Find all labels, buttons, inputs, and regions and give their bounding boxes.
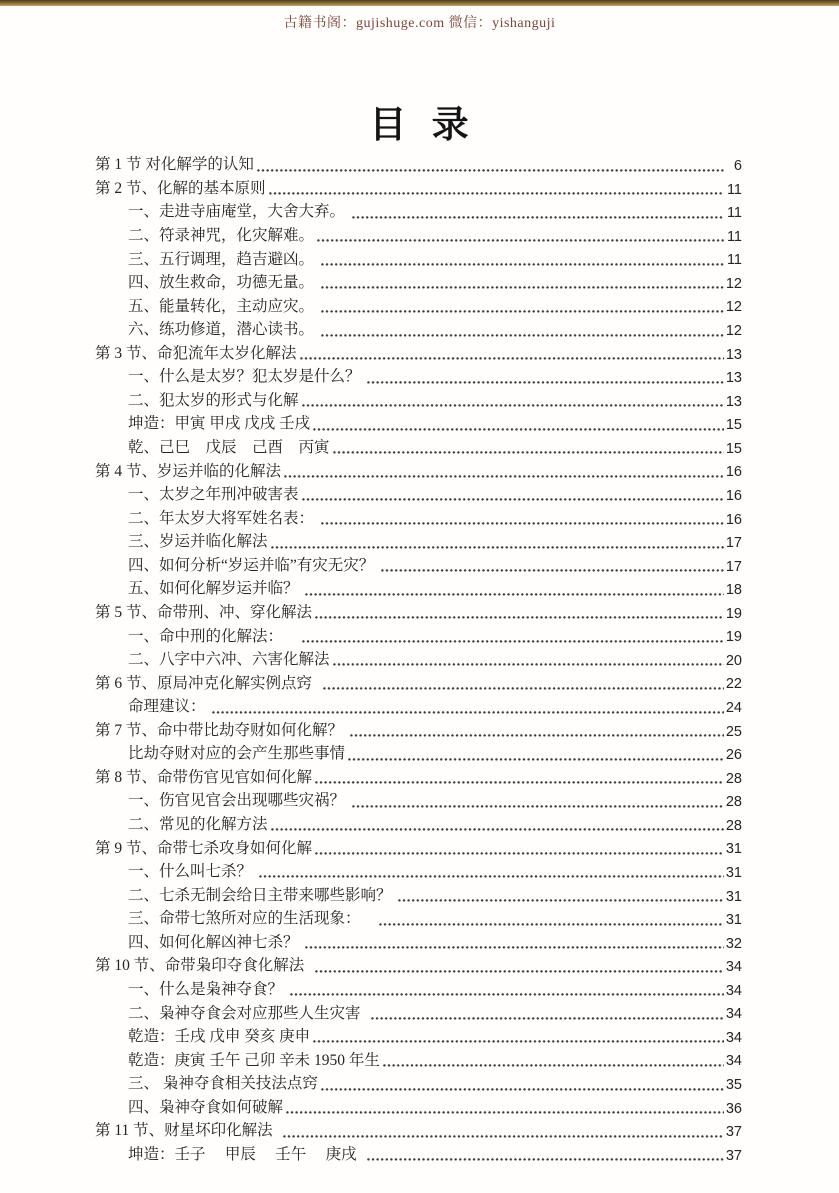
- toc-entry[interactable]: [95, 625, 742, 649]
- dot-leader: [379, 923, 724, 926]
- toc-entry-page: 6: [733, 158, 742, 175]
- toc-entry-page: 13: [725, 346, 742, 363]
- toc-entry-page: 31: [725, 888, 742, 905]
- toc-entry[interactable]: [95, 201, 742, 225]
- toc-entry-page: 19: [725, 629, 742, 646]
- dot-leader: [315, 970, 724, 973]
- toc-entry[interactable]: [95, 861, 742, 885]
- toc-entry[interactable]: [95, 790, 742, 814]
- dot-leader: [333, 663, 724, 666]
- dot-leader: [302, 404, 724, 407]
- toc-entry-label: 三、五行调理，趋吉避凶。: [128, 250, 318, 268]
- toc-entry-page: 31: [725, 912, 742, 929]
- toc-entry-label: 比劫夺财对应的会产生那些事情: [128, 745, 346, 763]
- toc-entry-label: 第 8 节、命带伤官见官如何化解: [95, 768, 313, 786]
- toc-entry-label: 第 5 节、命带刑、冲、穿化解法: [95, 603, 313, 621]
- toc-entry-page: 16: [725, 464, 742, 481]
- dot-leader: [313, 428, 724, 431]
- toc-entry-page: 36: [725, 1100, 742, 1117]
- toc-entry[interactable]: [95, 437, 742, 461]
- toc-entry[interactable]: [95, 1073, 742, 1097]
- toc-entry[interactable]: [95, 295, 742, 319]
- dot-leader: [371, 1017, 724, 1020]
- page-title: 目 录: [369, 105, 470, 146]
- toc-entry[interactable]: [95, 1002, 742, 1026]
- dot-leader: [315, 616, 724, 619]
- toc-entry-page: 20: [725, 652, 742, 669]
- toc-entry-label: 第 7 节、命中带比劫夺财如何化解？: [95, 721, 347, 739]
- dot-leader: [300, 357, 724, 360]
- toc-entry[interactable]: [95, 555, 742, 579]
- toc-entry-label: 第 10 节、命带枭印夺食化解法: [95, 957, 313, 975]
- dot-leader: [305, 946, 723, 949]
- toc-list: [95, 154, 742, 1167]
- toc-entry[interactable]: [95, 602, 742, 626]
- toc-entry-label: 四、如何分析“岁运并临”有灾无灾？: [128, 556, 379, 574]
- toc-entry-page: 11: [726, 228, 742, 245]
- toc-entry-page: 35: [725, 1077, 742, 1093]
- dot-leader: [302, 640, 724, 643]
- toc-entry[interactable]: [95, 225, 742, 249]
- toc-entry[interactable]: [95, 1120, 742, 1144]
- toc-entry[interactable]: [95, 413, 742, 437]
- toc-entry[interactable]: [95, 696, 742, 720]
- dot-leader: [259, 875, 724, 878]
- dot-leader: [271, 828, 724, 831]
- toc-entry[interactable]: [95, 837, 742, 861]
- dot-leader: [367, 381, 723, 384]
- toc-entry-page: 32: [725, 935, 742, 952]
- toc-entry-label: 一、走进寺庙庵堂，大舍大弃。: [128, 203, 349, 221]
- site-header-text: 古籍书阁：gujishuge.com 微信：yishanguji: [283, 16, 556, 31]
- toc-entry-label: 二、犯太岁的形式与化解: [128, 391, 299, 409]
- toc-entry[interactable]: [95, 366, 742, 390]
- toc-entry[interactable]: [95, 272, 742, 296]
- toc-entry-label: 二、七杀无制会给日主带来哪些影响？: [128, 886, 396, 904]
- toc-entry-page: 12: [725, 299, 742, 316]
- dot-leader: [352, 216, 724, 219]
- toc-entry-page: 11: [726, 252, 742, 269]
- toc-entry-label: 第 3 节、命犯流年太岁化解法: [95, 344, 297, 362]
- dot-leader: [321, 286, 724, 289]
- toc-entry-page: 15: [725, 440, 742, 457]
- toc-entry-label: 第 4 节、岁运并临的化解法: [95, 462, 282, 480]
- dot-leader: [257, 169, 724, 172]
- toc-entry-label: 坤造：甲寅 甲戌 戊戌 壬戌: [128, 415, 311, 433]
- toc-entry-page: 37: [725, 1124, 742, 1141]
- toc-entry-label: 四、如何化解凶神七杀？: [128, 933, 303, 951]
- toc-entry-label: 乾、己巳 戊辰 己酉 丙寅: [128, 439, 330, 457]
- toc-entry-label: 一、太岁之年刑冲破害表: [128, 486, 299, 504]
- dot-leader: [283, 1135, 723, 1138]
- toc-entry[interactable]: [95, 531, 742, 555]
- toc-entry-page: 12: [725, 323, 742, 339]
- dot-leader: [315, 781, 724, 784]
- toc-entry[interactable]: [95, 932, 742, 956]
- dot-leader: [212, 711, 723, 714]
- dot-leader: [367, 1158, 723, 1161]
- toc-entry-page: 13: [725, 370, 742, 387]
- dot-leader: [383, 1064, 724, 1067]
- toc-entry[interactable]: [95, 1026, 742, 1050]
- toc-entry-label: 第 11 节、财星坏印化解法: [95, 1122, 281, 1140]
- dot-leader: [317, 239, 724, 242]
- toc-entry[interactable]: [95, 507, 742, 531]
- toc-entry-page: 37: [725, 1147, 742, 1164]
- toc-entry[interactable]: [95, 319, 742, 343]
- toc-entry-label: 五、如何化解岁运并临？: [128, 580, 303, 598]
- dot-leader: [305, 593, 723, 596]
- toc-entry-label: 二、符录神咒，化灾解难。: [128, 226, 315, 244]
- toc-entry-page: 11: [726, 205, 742, 222]
- toc-entry[interactable]: [95, 154, 742, 178]
- dot-leader: [271, 546, 724, 549]
- toc-entry[interactable]: [95, 767, 742, 791]
- toc-entry-label: 一、什么是枭神夺食？: [128, 980, 287, 998]
- toc-entry[interactable]: [95, 343, 742, 367]
- toc-entry-page: 34: [725, 1006, 742, 1023]
- toc-entry[interactable]: [95, 649, 742, 673]
- toc-entry-label: 二、常见的化解方法: [128, 816, 268, 834]
- dot-leader: [286, 1111, 724, 1114]
- toc-entry[interactable]: [95, 390, 742, 414]
- dot-leader: [290, 993, 724, 996]
- dot-leader: [321, 310, 724, 313]
- toc-entry[interactable]: [95, 955, 742, 979]
- toc-entry-label: 六、练功修道，潜心读书。: [128, 321, 318, 339]
- toc-entry-label: 乾造：庚寅 壬午 己卯 辛未 1950 年生: [128, 1051, 380, 1069]
- toc-entry[interactable]: [95, 672, 742, 696]
- toc-entry-label: 乾造：壬戌 戊申 癸亥 庚申: [128, 1028, 311, 1046]
- toc-entry-label: 一、什么是太岁？犯太岁是什么？: [128, 368, 365, 386]
- toc-entry-page: 25: [725, 723, 742, 740]
- dot-leader: [269, 192, 724, 195]
- toc-entry[interactable]: [95, 908, 742, 932]
- toc-entry-label: 第 9 节、命带七杀攻身如何化解: [95, 839, 313, 857]
- toc-entry-label: 五、能量转化，主动应灾。: [128, 297, 318, 315]
- toc-entry-label: 坤造：壬子 甲辰 壬午 庚戌: [128, 1145, 365, 1163]
- dot-leader: [352, 805, 724, 808]
- toc-entry[interactable]: [95, 578, 742, 602]
- toc-entry-label: 一、伤官见官会出现哪些灾祸？: [128, 792, 349, 810]
- toc-entry-page: 16: [725, 511, 742, 528]
- toc-entry[interactable]: [95, 178, 742, 202]
- toc-entry[interactable]: [95, 1097, 742, 1121]
- dot-leader: [381, 569, 724, 572]
- toc-entry-label: 命理建议：: [128, 698, 210, 716]
- toc-entry-page: 34: [725, 1029, 742, 1046]
- dot-leader: [321, 522, 724, 525]
- dot-leader: [348, 758, 724, 761]
- toc-entry-page: 28: [725, 817, 742, 834]
- toc-entry[interactable]: [95, 884, 742, 908]
- toc-entry-label: 四、放生救命，功德无量。: [128, 274, 318, 292]
- toc-entry-page: 15: [725, 417, 742, 434]
- toc-entry-label: 第 6 节、原局冲克化解实例点窍: [95, 674, 320, 692]
- toc-entry[interactable]: [95, 814, 742, 838]
- toc-entry-page: 11: [726, 181, 742, 198]
- toc-entry-page: 28: [725, 770, 742, 787]
- toc-entry[interactable]: [95, 484, 742, 508]
- dot-leader: [350, 734, 724, 737]
- top-border-band: [0, 0, 839, 6]
- toc-entry-page: 34: [725, 982, 742, 999]
- dot-leader: [302, 498, 724, 501]
- dot-leader: [315, 852, 724, 855]
- toc-entry-label: 一、命中刑的化解法：: [128, 627, 299, 645]
- toc-entry-label: 四、枭神夺食如何破解: [128, 1098, 284, 1116]
- toc-entry-page: 22: [725, 676, 742, 693]
- toc-entry[interactable]: [95, 979, 742, 1003]
- toc-entry-label: 一、什么叫七杀？: [128, 863, 256, 881]
- dot-leader: [321, 263, 724, 266]
- toc-entry[interactable]: [95, 248, 742, 272]
- dot-leader: [323, 687, 724, 690]
- toc-entry-page: 34: [725, 959, 742, 976]
- dot-leader: [321, 334, 724, 337]
- dot-leader: [313, 1040, 724, 1043]
- toc-entry-label: 二、枭神夺食会对应那些人生灾害: [128, 1004, 369, 1022]
- toc-entry-page: 13: [725, 393, 742, 410]
- toc-entry-page: 34: [725, 1053, 742, 1070]
- toc-entry[interactable]: [95, 743, 742, 767]
- dot-leader: [321, 1088, 724, 1091]
- toc-entry-page: 28: [725, 794, 742, 811]
- toc-entry-page: 31: [725, 841, 742, 858]
- dot-leader: [398, 899, 723, 902]
- dot-leader: [333, 451, 724, 454]
- toc-entry-page: 24: [725, 700, 742, 716]
- toc-entry-page: 18: [725, 582, 742, 599]
- toc-entry-label: 三、 枭神夺食相关技法点窍: [128, 1075, 318, 1093]
- toc-entry-page: 16: [725, 487, 742, 504]
- toc-entry-label: 第 2 节、化解的基本原则: [95, 179, 266, 197]
- toc-entry-page: 26: [725, 747, 742, 764]
- toc-entry-page: 31: [725, 864, 742, 881]
- toc-entry[interactable]: [95, 460, 742, 484]
- toc-entry-page: 17: [725, 535, 742, 552]
- toc-entry-label: 二、年太岁大将军姓名表：: [128, 509, 318, 527]
- toc-entry[interactable]: [95, 1049, 742, 1073]
- toc-entry-page: 19: [725, 605, 742, 622]
- toc-entry[interactable]: [95, 1144, 742, 1168]
- dot-leader: [284, 475, 724, 478]
- toc-entry-label: 三、命带七煞所对应的生活现象：: [128, 910, 377, 928]
- toc-entry-page: 17: [725, 558, 742, 575]
- toc-entry-label: 第 1 节 对化解学的认知: [95, 156, 254, 174]
- toc-entry-label: 二、八字中六冲、六害化解法: [128, 651, 330, 669]
- toc-entry-label: 三、岁运并临化解法: [128, 533, 268, 551]
- toc-entry[interactable]: [95, 720, 742, 744]
- toc-entry-page: 12: [725, 275, 742, 292]
